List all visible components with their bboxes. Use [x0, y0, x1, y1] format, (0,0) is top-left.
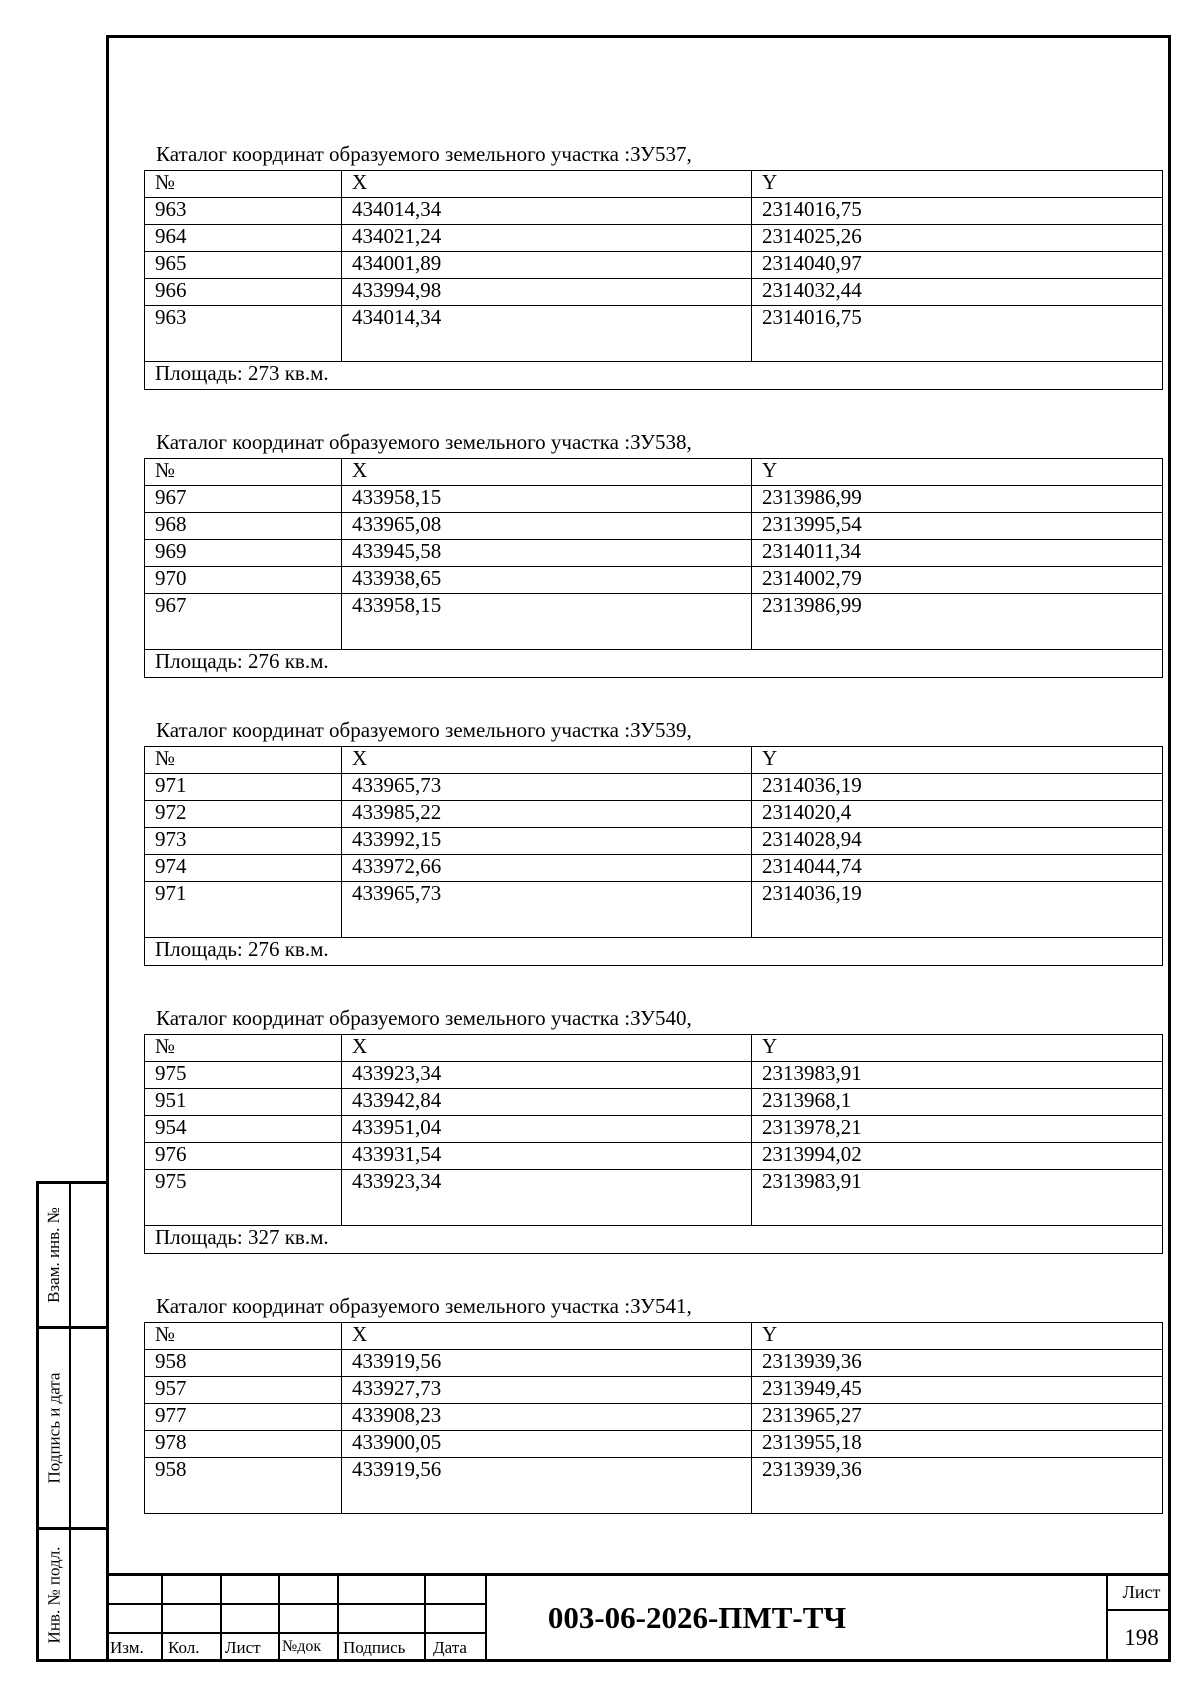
sheet-number: 198	[1124, 1625, 1159, 1650]
y-coordinate: 2313955,18	[752, 1431, 1163, 1458]
y-coordinate: 2314028,94	[752, 828, 1163, 855]
table-row	[145, 1377, 1163, 1404]
header-y: Y	[752, 459, 1163, 486]
x-coordinate: 433992,15	[342, 828, 752, 855]
header-x: X	[342, 1035, 752, 1062]
y-coordinate: 2314044,74	[752, 855, 1163, 882]
title-block-divider	[220, 1576, 222, 1662]
table-row	[145, 306, 1163, 362]
y-coordinate: 2314002,79	[752, 567, 1163, 594]
y-coordinate: 2314016,75	[752, 198, 1163, 225]
area-value: Площадь: 273 кв.м.	[145, 362, 1163, 390]
table-row	[145, 1170, 1163, 1226]
point-number: 963	[145, 306, 342, 362]
title-block-divider	[1106, 1576, 1108, 1662]
point-number: 966	[145, 279, 342, 306]
table-header-row	[145, 1035, 1163, 1062]
title-block-divider	[161, 1576, 163, 1662]
header-num: №	[145, 171, 342, 198]
area-row	[145, 362, 1163, 390]
table-row	[145, 225, 1163, 252]
table-row	[145, 486, 1163, 513]
table-row	[145, 1089, 1163, 1116]
title-block-divider	[485, 1576, 487, 1662]
table-header-row	[145, 459, 1163, 486]
quantity-label: Кол.	[168, 1638, 200, 1657]
header-y: Y	[752, 171, 1163, 198]
signature-date-label: Подпись и дата	[44, 1372, 63, 1484]
x-coordinate: 433923,34	[342, 1062, 752, 1089]
point-number: 965	[145, 252, 342, 279]
table-row	[145, 1143, 1163, 1170]
table-row	[145, 1431, 1163, 1458]
title-block-divider	[106, 1632, 487, 1634]
x-coordinate: 433965,73	[342, 882, 752, 938]
table-row	[145, 1062, 1163, 1089]
y-coordinate: 2314040,97	[752, 252, 1163, 279]
table-row	[145, 252, 1163, 279]
x-coordinate: 433972,66	[342, 855, 752, 882]
x-coordinate: 433994,98	[342, 279, 752, 306]
x-coordinate: 433938,65	[342, 567, 752, 594]
replacement-inventory-label: Взам. инв. №	[44, 1207, 63, 1303]
header-y: Y	[752, 1035, 1163, 1062]
side-stamp-divider	[69, 1184, 71, 1659]
table-row	[145, 882, 1163, 938]
header-num: №	[145, 1323, 342, 1350]
y-coordinate: 2314025,26	[752, 225, 1163, 252]
x-coordinate: 433958,15	[342, 594, 752, 650]
table-row	[145, 1458, 1163, 1514]
original-inventory-label: Инв. № подл.	[44, 1546, 63, 1643]
point-number: 964	[145, 225, 342, 252]
point-number: 967	[145, 486, 342, 513]
document-number-label: №док	[282, 1638, 322, 1655]
coordinates-table	[144, 1034, 1163, 1254]
point-number: 975	[145, 1062, 342, 1089]
catalog-caption: Каталог координат образуемого земельного участка :ЗУ539,	[156, 718, 692, 742]
title-block	[106, 1573, 1171, 1662]
area-row	[145, 650, 1163, 678]
header-num: №	[145, 747, 342, 774]
table-row	[145, 774, 1163, 801]
x-coordinate: 433919,56	[342, 1350, 752, 1377]
y-coordinate: 2313978,21	[752, 1116, 1163, 1143]
table-row	[145, 198, 1163, 225]
x-coordinate: 433985,22	[342, 801, 752, 828]
table-header-row	[145, 171, 1163, 198]
point-number: 973	[145, 828, 342, 855]
header-y: Y	[752, 747, 1163, 774]
signature-date-label-cell	[39, 1329, 69, 1527]
y-coordinate: 2313995,54	[752, 513, 1163, 540]
point-number: 967	[145, 594, 342, 650]
x-coordinate: 433965,73	[342, 774, 752, 801]
y-coordinate: 2313983,91	[752, 1170, 1163, 1226]
y-coordinate: 2314032,44	[752, 279, 1163, 306]
y-coordinate: 2313986,99	[752, 594, 1163, 650]
title-block-divider	[424, 1576, 426, 1662]
header-x: X	[342, 1323, 752, 1350]
sheet-label: Лист	[1122, 1582, 1161, 1602]
point-number: 970	[145, 567, 342, 594]
point-number: 968	[145, 513, 342, 540]
area-row	[145, 1226, 1163, 1254]
x-coordinate: 433945,58	[342, 540, 752, 567]
title-block-divider	[337, 1576, 339, 1662]
x-coordinate: 433942,84	[342, 1089, 752, 1116]
title-block-divider	[278, 1576, 280, 1662]
x-coordinate: 433919,56	[342, 1458, 752, 1514]
point-number: 971	[145, 882, 342, 938]
catalog-caption: Каталог координат образуемого земельного участка :ЗУ537,	[156, 142, 692, 166]
y-coordinate: 2314036,19	[752, 774, 1163, 801]
x-coordinate: 433923,34	[342, 1170, 752, 1226]
table-row	[145, 855, 1163, 882]
table-row	[145, 1404, 1163, 1431]
x-coordinate: 433965,08	[342, 513, 752, 540]
area-value: Площадь: 327 кв.м.	[145, 1226, 1163, 1254]
y-coordinate: 2313965,27	[752, 1404, 1163, 1431]
y-coordinate: 2313949,45	[752, 1377, 1163, 1404]
x-coordinate: 433931,54	[342, 1143, 752, 1170]
y-coordinate: 2314020,4	[752, 801, 1163, 828]
y-coordinate: 2313968,1	[752, 1089, 1163, 1116]
point-number: 974	[145, 855, 342, 882]
coordinates-table	[144, 170, 1163, 390]
table-row	[145, 513, 1163, 540]
document-code: 003-06-2026-ПМТ-ТЧ	[547, 1600, 847, 1635]
table-row	[145, 1116, 1163, 1143]
sheet-column-label: Лист	[225, 1638, 261, 1657]
side-stamp	[36, 1181, 106, 1662]
table-header-row	[145, 747, 1163, 774]
area-row	[145, 938, 1163, 966]
x-coordinate: 434014,34	[342, 198, 752, 225]
coordinates-table	[144, 458, 1163, 678]
catalog-caption: Каталог координат образуемого земельного участка :ЗУ540,	[156, 1006, 692, 1030]
y-coordinate: 2313994,02	[752, 1143, 1163, 1170]
point-number: 976	[145, 1143, 342, 1170]
replacement-inventory-label-cell	[39, 1184, 69, 1326]
original-inventory-label-cell	[39, 1530, 69, 1659]
x-coordinate: 433927,73	[342, 1377, 752, 1404]
x-coordinate: 434014,34	[342, 306, 752, 362]
area-value: Площадь: 276 кв.м.	[145, 938, 1163, 966]
x-coordinate: 434001,89	[342, 252, 752, 279]
table-header-row	[145, 1323, 1163, 1350]
table-row	[145, 1350, 1163, 1377]
point-number: 975	[145, 1170, 342, 1226]
y-coordinate: 2313939,36	[752, 1458, 1163, 1514]
header-num: №	[145, 1035, 342, 1062]
signature-label: Подпись	[343, 1638, 406, 1657]
x-coordinate: 434021,24	[342, 225, 752, 252]
title-block-divider	[106, 1603, 487, 1605]
point-number: 963	[145, 198, 342, 225]
point-number: 977	[145, 1404, 342, 1431]
point-number: 978	[145, 1431, 342, 1458]
area-value: Площадь: 276 кв.м.	[145, 650, 1163, 678]
y-coordinate: 2314036,19	[752, 882, 1163, 938]
header-y: Y	[752, 1323, 1163, 1350]
table-row	[145, 279, 1163, 306]
date-label: Дата	[433, 1638, 467, 1657]
x-coordinate: 433958,15	[342, 486, 752, 513]
coordinates-table	[144, 1322, 1163, 1514]
table-row	[145, 828, 1163, 855]
header-num: №	[145, 459, 342, 486]
header-x: X	[342, 459, 752, 486]
table-row	[145, 801, 1163, 828]
point-number: 971	[145, 774, 342, 801]
catalog-caption: Каталог координат образуемого земельного участка :ЗУ538,	[156, 430, 692, 454]
point-number: 958	[145, 1458, 342, 1514]
x-coordinate: 433908,23	[342, 1404, 752, 1431]
point-number: 954	[145, 1116, 342, 1143]
point-number: 958	[145, 1350, 342, 1377]
x-coordinate: 433900,05	[342, 1431, 752, 1458]
header-x: X	[342, 171, 752, 198]
y-coordinate: 2314016,75	[752, 306, 1163, 362]
y-coordinate: 2313939,36	[752, 1350, 1163, 1377]
y-coordinate: 2313983,91	[752, 1062, 1163, 1089]
point-number: 972	[145, 801, 342, 828]
x-coordinate: 433951,04	[342, 1116, 752, 1143]
change-label: Изм.	[110, 1638, 144, 1657]
header-x: X	[342, 747, 752, 774]
catalog-caption: Каталог координат образуемого земельного участка :ЗУ541,	[156, 1294, 692, 1318]
point-number: 969	[145, 540, 342, 567]
table-row	[145, 540, 1163, 567]
table-row	[145, 594, 1163, 650]
point-number: 957	[145, 1377, 342, 1404]
table-row	[145, 567, 1163, 594]
coordinates-table	[144, 746, 1163, 966]
point-number: 951	[145, 1089, 342, 1116]
y-coordinate: 2314011,34	[752, 540, 1163, 567]
y-coordinate: 2313986,99	[752, 486, 1163, 513]
title-block-divider	[1106, 1609, 1171, 1611]
